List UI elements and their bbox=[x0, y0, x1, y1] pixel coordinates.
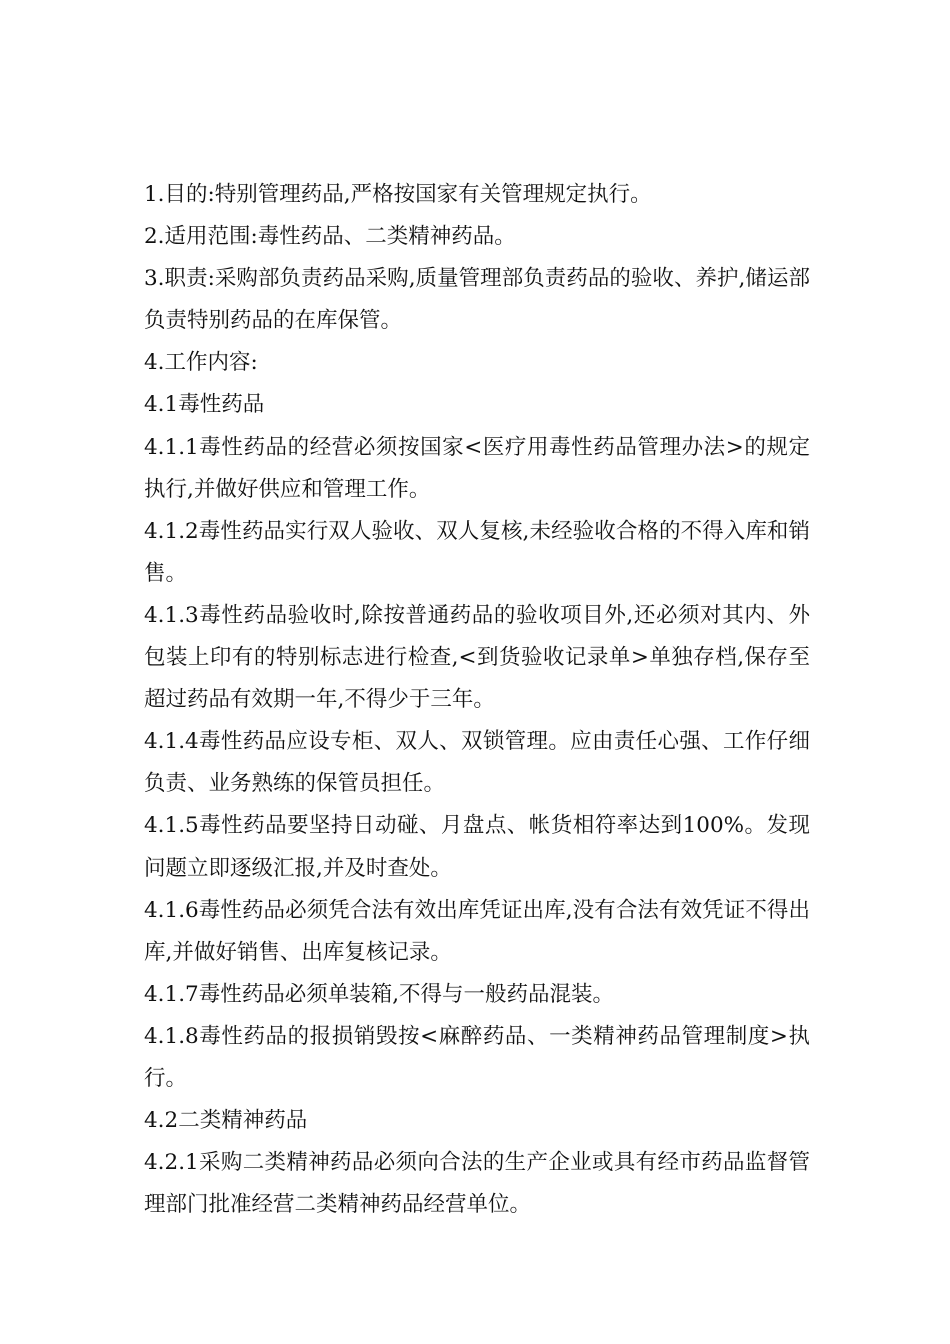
paragraph-4-1-8: 4.1.8毒性药品的报损销毁按<麻醉药品、一类精神药品管理制度>执行。 bbox=[144, 1023, 810, 1091]
paragraph-4-1-1: 4.1.1毒性药品的经营必须按国家<医疗用毒性药品管理办法>的规定执行,并做好供应和管理工作。 bbox=[144, 434, 810, 502]
paragraph-4-1-4: 4.1.4毒性药品应设专柜、双人、双锁管理。应由责任心强、工作仔细负责、业务熟练的保管员担任。 bbox=[144, 729, 810, 797]
paragraph-work-content: 4.工作内容: bbox=[144, 350, 258, 376]
paragraph-4-1-7: 4.1.7毒性药品必须单装箱,不得与一般药品混装。 bbox=[144, 981, 615, 1007]
paragraph-4-1-2: 4.1.2毒性药品实行双人验收、双人复核,未经验收合格的不得入库和销售。 bbox=[144, 518, 810, 586]
paragraph-scope: 2.适用范围:毒性药品、二类精神药品。 bbox=[144, 224, 516, 250]
paragraph-4-1-3: 4.1.3毒性药品验收时,除按普通药品的验收项目外,还必须对其内、外包装上印有的特别标志进行检查,<到货验收记录单>单独存档,保存至超过药品有效期一年,不得少于三年。 bbox=[144, 602, 810, 713]
paragraph-4-2-1: 4.2.1采购二类精神药品必须向合法的生产企业或具有经市药品监督管理部门批准经营二类精神药品经营单位。 bbox=[144, 1150, 810, 1218]
paragraph-4-1-6: 4.1.6毒性药品必须凭合法有效出库凭证出库,没有合法有效凭证不得出库,并做好销售、出库复核记录。 bbox=[144, 897, 810, 965]
section-heading-psychotropic-drugs: 4.2二类精神药品 bbox=[144, 1108, 308, 1134]
paragraph-responsibility: 3.职责:采购部负责药品采购,质量管理部负责药品的验收、养护,储运部负责特别药品的在库保管。 bbox=[144, 266, 810, 334]
section-heading-toxic-drugs: 4.1毒性药品 bbox=[144, 392, 265, 418]
paragraph-purpose: 1.目的:特别管理药品,严格按国家有关管理规定执行。 bbox=[144, 182, 652, 207]
document-body bbox=[144, 174, 810, 1226]
paragraph-4-1-5: 4.1.5毒性药品要坚持日动碰、月盘点、帐货相符率达到100%。发现问题立即逐级汇报,并及时查处。 bbox=[144, 813, 810, 881]
